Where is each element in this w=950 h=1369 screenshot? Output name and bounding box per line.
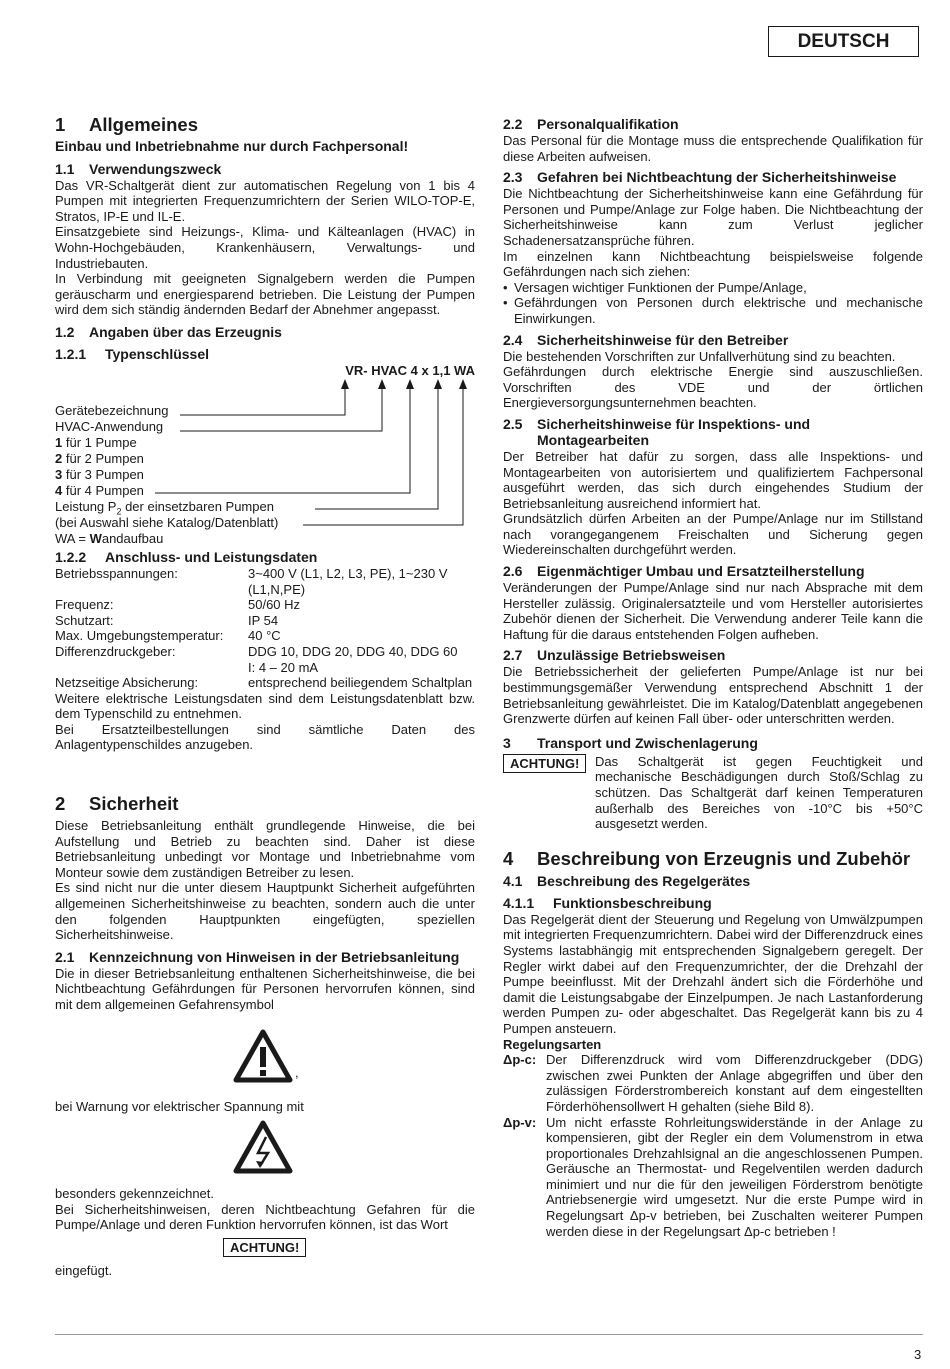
control-modes-title: Regelungsarten xyxy=(503,1036,602,1052)
paragraph: Die Nichtbeachtung der Sicherheitshinweise kann eine Gefährdung für Personen und Pumpe/Anlage zur Folge haben. Die Nichtbeachtung der Sicherheitshinweise kann zum Verlust jeglicher Schadenersatzansprüche führen. xyxy=(503,186,923,248)
comma: , xyxy=(295,1064,299,1080)
spec-row: Max. Umgebungstemperatur: 40 °C xyxy=(55,628,281,644)
section-2-2-heading: 2.2 Personalqualifikation xyxy=(503,116,679,132)
code-label-power: Leistung $P_2$ der einsetzbaren Pumpen xyxy=(55,498,274,517)
paragraph: Es sind nicht nur die unter diesem Hauptpunkt Sicherheit aufgeführten allgemeinen Sicherheitshinweise zu beachten, sondern auch die unter den folgenden Hauptpunkten eingefügten, speziellen Sicherheitshinweise. xyxy=(55,880,475,943)
section-4-1-1-heading: 4.1.1 Funktionsbeschreibung xyxy=(503,894,712,911)
paragraph: Die in dieser Betriebsanleitung enthaltenen Sicherheitshinweise, die bei Nichtbeachtung Gefährdungen für Personen hervorrufen können, sind mit dem allgemeinen Gefahrensymbol xyxy=(55,965,475,1012)
right-column xyxy=(503,114,923,1239)
control-mode-dpv: Δp-v: Um nicht erfasste Rohrleitungswiderstände in der Anlage zu kompensieren, gibt der Regler ein dem Volumenstrom in etwa proportionales Drehzahlsignal an die angeschlossenen Pumpen. Geräusche an Thermostat- und Regelventilen werden dadurch minimiert und nur die für den jeweiligen Förderstrom benötigte Antriebsenergie wird umgesetzt. Nur die erste Pumpe wird in Regelungsart Δp-v betrieben, bei Zuschalten weiterer Pumpen werden diese in der Regelungsart Δp-c betrieben ! xyxy=(503,1114,923,1239)
code-label-4-pumps: 4 für 4 Pumpen xyxy=(55,482,144,498)
electrical-hazard-icon xyxy=(233,1120,293,1174)
paragraph: Im einzelnen kann Nichtbeachtung beispielsweise folgende Gefährdungen nach sich ziehen: xyxy=(503,248,923,280)
section-2-5-heading: 2.5 Sicherheitshinweise für Inspektions- und Montagearbeiten xyxy=(503,415,811,448)
paragraph: eingefügt. xyxy=(55,1262,113,1278)
paragraph: Grundsätzlich dürfen Arbeiten an der Pumpe/Anlage nur im Stillstand nach vorangegangenem Freischalten und Sicherung gegen Wiedereinschalten durchgeführt werden. xyxy=(503,511,923,558)
list-item: • Gefährdungen von Personen durch elektrische und mechanische Einwirkungen. xyxy=(503,295,923,326)
section-2-1-heading: 2.1 Kennzeichnung von Hinweisen in der Betriebsanleitung xyxy=(55,948,460,965)
type-code-diagram xyxy=(55,362,475,546)
paragraph: Bei Ersatzteilbestellungen sind sämtliche Daten des Anlagentypenschildes anzugeben. xyxy=(55,721,475,753)
paragraph: In Verbindung mit geeigneten Signalgebern werden die Pumpen geräuscharm und energiesparend betrieben. Die Leistung der Pumpen wird dem sich ständig ändernden Bedarf der Abnehmer angepasst. xyxy=(55,271,475,318)
spec-row: Differenzdruckgeber: DDG 10, DDG 20, DDG 40, DDG 60 xyxy=(55,643,458,659)
code-label-device: Gerätebezeichnung xyxy=(55,402,169,418)
spec-row: Frequenz: 50/60 Hz xyxy=(55,597,301,613)
section-2-4-heading: 2.4 Sicherheitshinweise für den Betreiber xyxy=(503,331,789,348)
code-label-wall-mount: WA = Wandaufbau xyxy=(55,530,164,546)
paragraph: Bei Sicherheitshinweisen, deren Nichtbeachtung Gefahren für die Pumpe/Anlage und deren Funktion hervorrufen können, ist das Wort xyxy=(55,1201,475,1233)
footer-divider xyxy=(55,1334,923,1335)
section-3-heading: 3 Transport und Zwischenlagerung xyxy=(503,734,758,751)
page-number: 3 xyxy=(914,1347,922,1362)
section-4-1-heading: 4.1 Beschreibung des Regelgerätes xyxy=(503,872,751,889)
paragraph: Das Schaltgerät ist gegen Feuchtigkeit und mechanische Beschädigungen durch Stoß/Schlag zu schützen. Das Schaltgerät darf keinen Temperaturen außerhalb des Bereiches von -10°C bis +50°C ausgesetzt werden. xyxy=(595,753,923,832)
achtung-badge: ACHTUNG! xyxy=(503,754,586,773)
electrical-hazard-block xyxy=(55,1114,475,1186)
spec-row: Netzseitige Absicherung: entsprechend beiliegendem Schaltplan xyxy=(55,675,473,691)
paragraph: Das VR-Schaltgerät dient zur automatischen Regelung von 1 bis 4 Pumpen mit integrierten Frequenzumrichtern der Serien WILO-TOP-E, Stratos, IP-E und IL-E. xyxy=(55,177,475,224)
installation-warning: Einbau und Inbetriebnahme nur durch Fachpersonal! xyxy=(55,138,409,154)
list-item: • Versagen wichtiger Funktionen der Pumpe/Anlage, xyxy=(503,279,807,295)
code-label-1-pump: 1 für 1 Pumpe xyxy=(55,434,137,450)
language-label: DEUTSCH xyxy=(768,26,919,57)
spec-list xyxy=(55,566,475,691)
paragraph: Weitere elektrische Leistungsdaten sind dem Leistungsdatenblatt bzw. dem Typenschild zu entnehmen. xyxy=(55,690,475,722)
code-label-catalog: (bei Auswahl siehe Katalog/Datenblatt) xyxy=(55,514,279,530)
achtung-badge: ACHTUNG! xyxy=(223,1238,306,1257)
paragraph: Diese Betriebsanleitung enthält grundlegende Hinweise, die bei Aufstellung und Betrieb zu beachten sind. Daher ist diese Betriebsanleitung unbedingt vor Montage und Inbetriebnahme vom Monteur sowie dem zuständigen Betreiber zu lesen. xyxy=(55,818,475,880)
left-column xyxy=(55,114,475,1279)
section-1-2-2-heading: 1.2.2 Anschluss- und Leistungsdaten xyxy=(55,548,318,565)
paragraph: Einsatzgebiete sind Heizungs-, Klima- und Kälteanlagen (HVAC) in Wohn-Hochgebäuden, Krankenhäusern, Verwaltungs- und Industriebauten. xyxy=(55,224,475,271)
transport-warning xyxy=(503,754,923,832)
general-hazard-block xyxy=(55,1013,475,1099)
paragraph: Das Regelgerät dient der Steuerung und Regelung von Umwälzpumpen mit integrierten Frequenzumrichtern. Dabei wird der Differenzdruck eines Systems lastabhängig mit entsprechenden Signalgebern geregelt. Der Regler wirkt dabei auf den Frequenzumrichter, der die Drehzahl der Pumpe beeinflusst. Mit der Drehzahl ändert sich die Förderhöhe und damit die Leistungsabgabe der Einzelpumpen. Je nach Lastanforderung werden Pumpen zu- oder abgeschaltet. Das Regelgerät kann bis zu 4 Pumpen ansteuern. xyxy=(503,911,923,1036)
section-2-heading: 2 Sicherheit xyxy=(55,793,179,815)
paragraph: Gefährdungen durch elektrische Energie sind auszuschließen. Vorschriften des VDE und der örtlichen Energieversorgungsunternehmen beachten. xyxy=(503,364,923,411)
control-mode-dpc: Δp-c: Der Differenzdruck wird vom Differenzdruckgeber (DDG) zwischen zwei Punkten der Anlage abgegriffen und über den zulässigen Förderstrombereich konstant auf dem eingestellten Förderhöhensollwert H gehalten (siehe Bild 8). xyxy=(503,1052,923,1114)
section-2-7-heading: 2.7 Unzulässige Betriebsweisen xyxy=(503,647,726,664)
section-1-heading: 1 Allgemeines xyxy=(55,114,198,135)
paragraph: bei Warnung vor elektrischer Spannung mit xyxy=(55,1098,304,1114)
code-label-hvac: HVAC-Anwendung xyxy=(55,418,164,434)
paragraph: Die bestehenden Vorschriften zur Unfallverhütung sind zu beachten. xyxy=(503,348,896,364)
general-hazard-icon xyxy=(233,1029,293,1083)
spec-row: Betriebsspannungen: 3~400 V (L1, L2, L3, PE), 1~230 V (L1,N,PE) xyxy=(55,565,448,597)
spec-row: Schutzart: IP 54 xyxy=(55,612,279,628)
paragraph: besonders gekennzeichnet. xyxy=(55,1186,215,1202)
section-4-heading: 4 Beschreibung von Erzeugnis und Zubehör xyxy=(503,847,911,869)
section-1-2-1-heading: 1.2.1 Typenschlüssel xyxy=(55,345,210,362)
section-2-6-heading: 2.6 Eigenmächtiger Umbau und Ersatzteilherstellung xyxy=(503,563,865,580)
section-1-2-heading: 1.2 Angaben über das Erzeugnis xyxy=(55,323,282,340)
type-code: VR- HVAC 4 x 1,1 WA xyxy=(345,362,475,378)
section-2-3-heading: 2.3 Gefahren bei Nichtbeachtung der Sicherheitshinweise xyxy=(503,169,897,186)
code-label-3-pumps: 3 für 3 Pumpen xyxy=(55,466,144,482)
paragraph: Veränderungen der Pumpe/Anlage sind nur nach Absprache mit dem Hersteller zulässig. Originalersatzteile und vom Hersteller autorisiertes Zubehör dienen der Sicherheit. Die Verwendung anderer Teile kann die Haftung für die daraus entstehenden Folgen aufheben. xyxy=(503,580,923,642)
spec-row: I: 4 – 20 mA xyxy=(248,659,319,675)
paragraph: Der Betreiber hat dafür zu sorgen, dass alle Inspektions- und Montagearbeiten von autorisiertem und qualifiziertem Fachpersonal ausgeführt werden, das sich durch eingehendes Studium der Betriebsanleitung ausreichend informiert hat. xyxy=(503,448,923,511)
paragraph: Die Betriebssicherheit der gelieferten Pumpe/Anlage ist nur bei bestimmungsgemäßer Verwendung entsprechend Abschnitt 1 der Betriebsanleitung gewährleistet. Die im Katalog/Datenblatt angegebenen Grenzwerte dürfen auf keinen Fall über- oder unterschritten werden. xyxy=(503,664,923,727)
achtung-block xyxy=(55,1233,475,1263)
code-label-2-pumps: 2 für 2 Pumpen xyxy=(55,450,144,466)
paragraph: Das Personal für die Montage muss die entsprechende Qualifikation für diese Arbeiten aufweisen. xyxy=(503,133,923,164)
section-1-1-heading: 1.1 Verwendungszweck xyxy=(55,160,222,177)
